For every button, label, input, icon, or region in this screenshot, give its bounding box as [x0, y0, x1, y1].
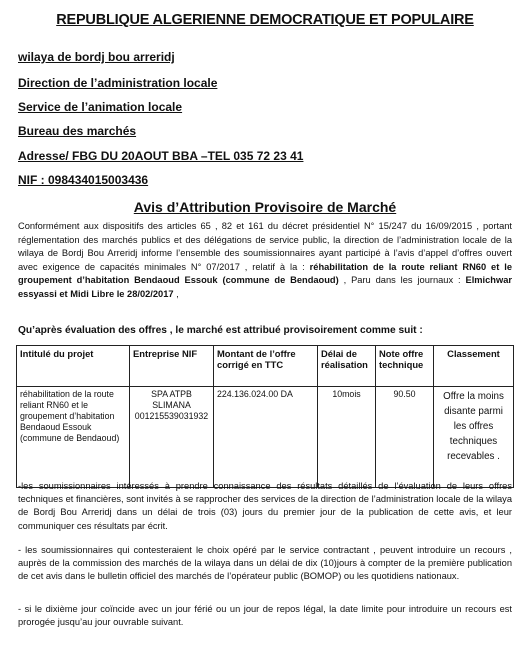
intro-paragraph: [18, 220, 512, 302]
intro-project-name: réhabilitation de la route reliant RN60 et le groupement d’habitation Bendaoud Essouk (commune de Bendaoud): [18, 261, 512, 286]
intro-newspapers: Elmichwar essyassi et Midi Libre le 28/02/2017: [18, 275, 513, 299]
deadline-paragraph: - si le dixième jour coïncide avec un jour férié ou un jour de repos légal, la date limite pour introduire un recours est prorogée jusqu’au jour ouvrable suivant.: [18, 604, 512, 628]
cell-classement: Offre la moins disante parmi les offres techniques recevables .: [434, 387, 514, 488]
service-line: Service de l’animation locale: [18, 100, 183, 114]
notice-title: Avis d’Attribution Provisoire de Marché: [133, 199, 397, 215]
cell-entreprise: [130, 387, 214, 488]
consultation-paragraph: -les soumissionnaires intéressés à prendre connaissance des résultats détaillés de l’évaluation de leurs offres techniques et financières, sont invités à se rapprocher des services de la direction de l’administration locale de la wilaya de Bordj Bou Arreridj dans un délai de trois (03) jours du premier jour de la publication de cette avis, et leur communiquer ces résultats par écrit.: [18, 481, 512, 531]
company-name: SPA ATPB SLIMANA: [151, 389, 192, 410]
cell-montant: 224.136.024.00 DA: [214, 387, 318, 488]
nif-line: NIF : 098434015003436: [18, 173, 149, 187]
company-nif: 001215539031932: [134, 411, 209, 421]
intro-text-3: ,: [173, 288, 179, 299]
header-delai: Délai de réalisation: [318, 346, 376, 387]
header-entreprise: Entreprise NIF: [130, 346, 214, 387]
cell-delai: 10mois: [318, 387, 376, 488]
direction-line: Direction de l’administration locale: [18, 76, 218, 90]
address-line: Adresse/ FBG DU 20AOUT BBA –TEL 035 72 23 41: [18, 149, 304, 163]
header-montant: Montant de l’offre corrigé en TTC: [214, 346, 318, 387]
appeal-paragraph: - les soumissionnaires qui contesteraient le choix opéré par le service contractant , peuvent introduire un recours , auprès de la commission des marchés de la wilaya dans un délai de dix (10)jours à compter de la première publication de cet avis dans le bulletin officiel des marchés de l’opérateur public (BOMOP) ou les quotidiens nationaux.: [18, 545, 512, 582]
evaluation-statement: Qu’après évaluation des offres , le marché est attribué provisoirement comme suit :: [18, 325, 423, 336]
intro-text-1: Conformément aux dispositifs des articles 65 , 82 et 161 du décret présidentiel N° 15/247 du 16/09/2015 , portant réglementation des marchés publics et des délégations de service public, la direction de l’administration locale de la wilaya de Bordj Bou Arreridj informe l’ensemble des soumissionnaires ayant participé à l’avis d’appel d’offres ouvert avec exigence de capacités minimales N° 07/2017 , relatif à la :: [18, 221, 512, 272]
wilaya-line: wilaya de bordj bou arreridj: [18, 50, 175, 64]
table-header-row: [17, 346, 514, 387]
header-classement: Classement: [434, 346, 514, 387]
bureau-line: Bureau des marchés: [18, 124, 137, 138]
intro-text-2: , Paru dans les journaux :: [338, 275, 466, 286]
country-heading: REPUBLIQUE ALGERIENNE DEMOCRATIQUE ET POPULAIRE: [56, 12, 474, 28]
header-intitule: Intitulé du projet: [17, 346, 130, 387]
cell-intitule: réhabilitation de la route reliant RN60 et le groupement d’habitation Bendaoud Essouk (commune de Bendaoud): [17, 387, 130, 488]
cell-note: 90.50: [376, 387, 434, 488]
table-row: [17, 387, 514, 488]
header-note: Note offre technique: [376, 346, 434, 387]
attribution-table: [16, 345, 514, 488]
